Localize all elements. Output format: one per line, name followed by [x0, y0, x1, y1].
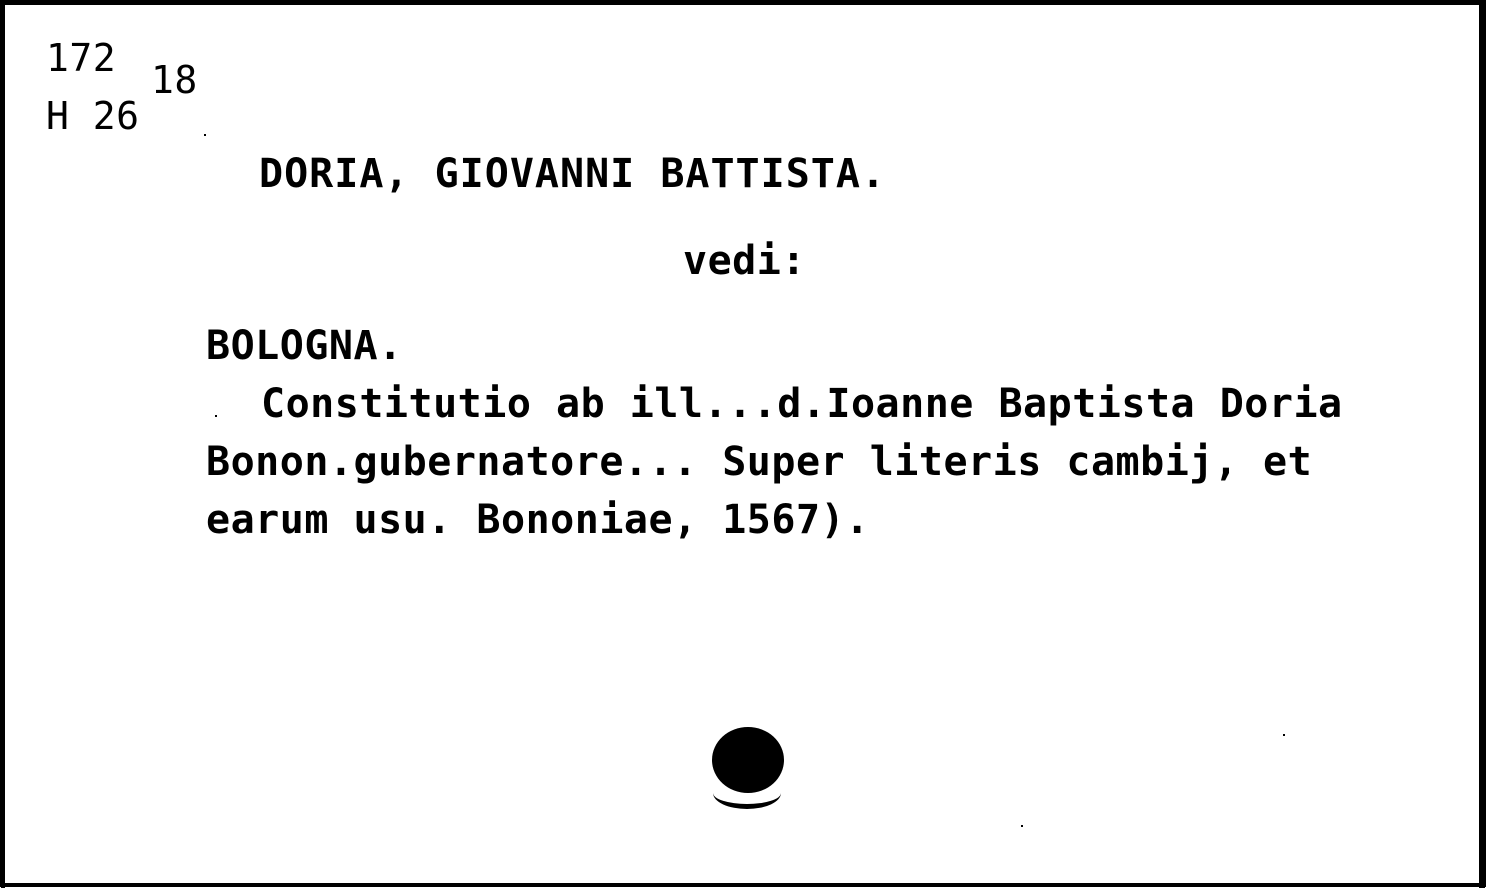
subject-heading: BOLOGNA.	[206, 323, 403, 369]
card-border-top	[1, 1, 1486, 5]
heading-name: DORIA, GIOVANNI BATTISTA.	[259, 151, 887, 197]
call-number-superscript: 18	[151, 58, 198, 102]
call-number-line-1: 172	[46, 36, 117, 80]
speck-mark	[215, 415, 217, 417]
card-border-left	[1, 1, 5, 888]
entry-line: Bonon.gubernatore... Super literis cambij, et	[206, 439, 1313, 485]
speck-mark	[1283, 734, 1285, 736]
speck-mark	[1021, 825, 1023, 827]
card-border-right	[1479, 1, 1485, 888]
card-border-bottom	[1, 883, 1486, 886]
speck-mark	[204, 134, 206, 136]
punch-hole-rim	[713, 777, 781, 809]
call-number-line-2: H 26	[46, 94, 140, 138]
see-reference: vedi:	[683, 238, 806, 284]
entry-line: earum usu. Bononiae, 1567).	[206, 497, 870, 543]
entry-line: Constitutio ab ill...d.Ioanne Baptista Doria	[261, 381, 1343, 427]
